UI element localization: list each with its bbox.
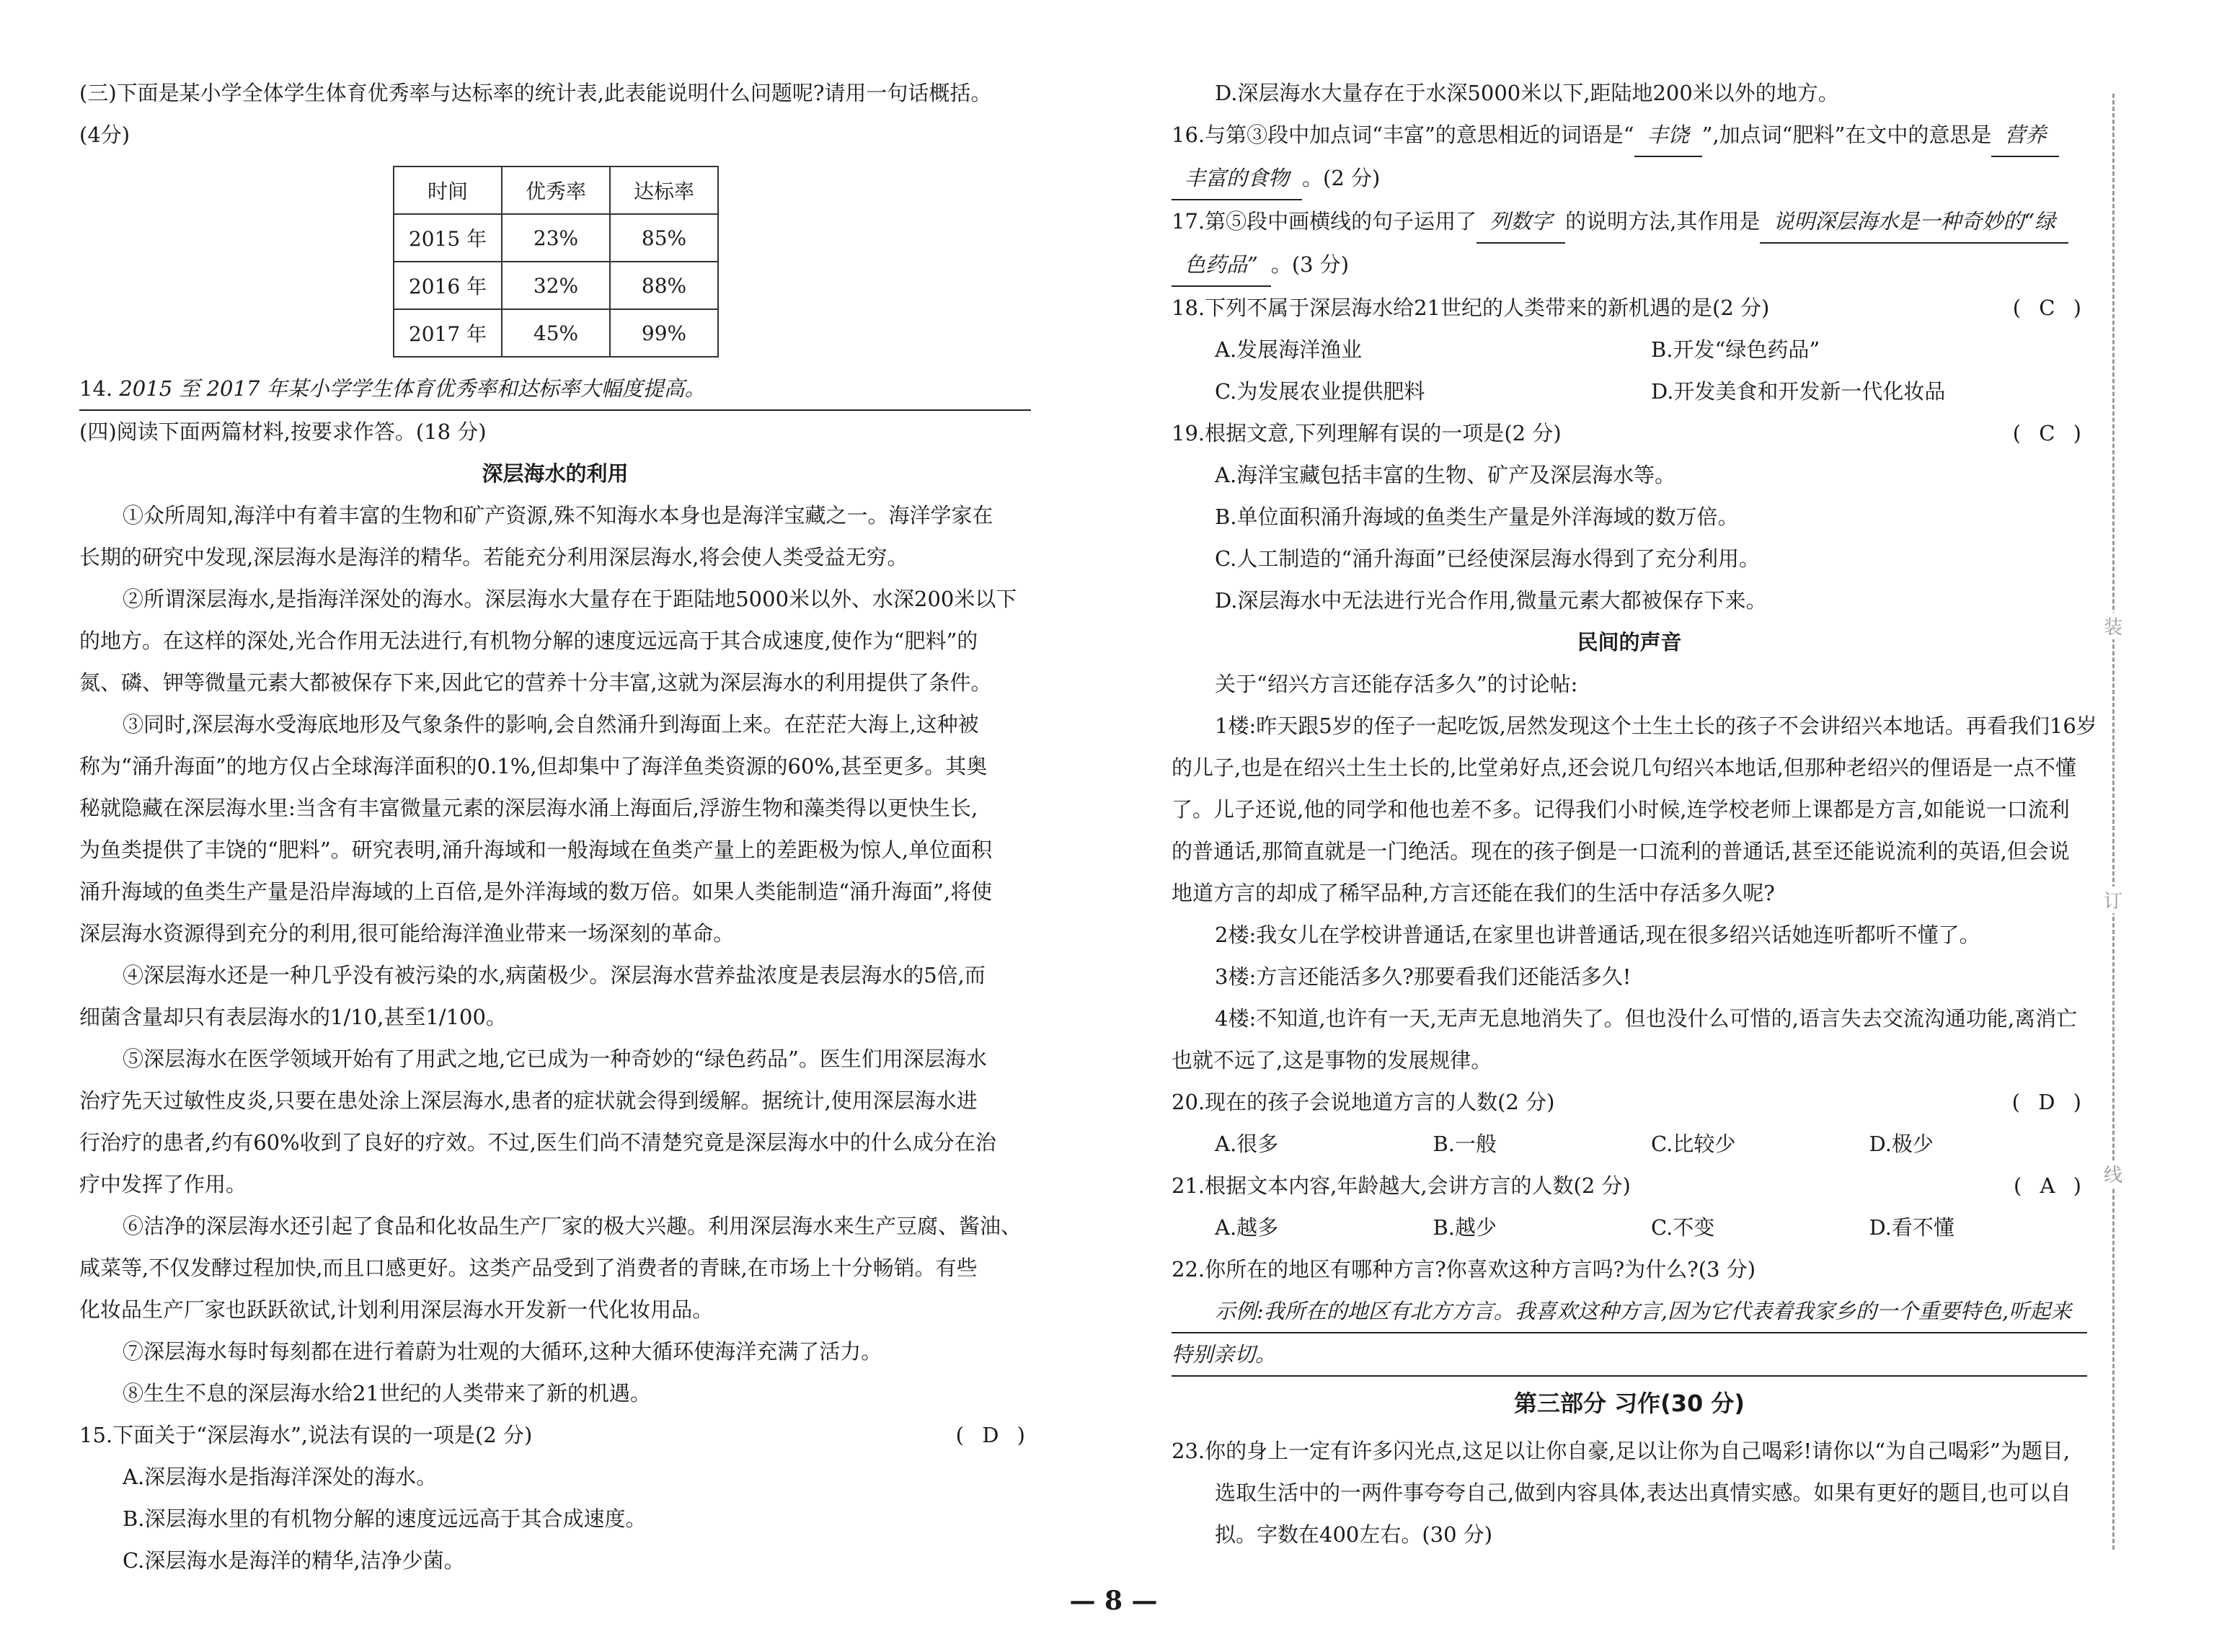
article2-line: 了。儿子还说,他的同学和他也差不多。记得我们小时候,连学校老师上课都是方言,如能说一口流利 bbox=[1172, 797, 2070, 822]
q22-answer-line: 特别亲切。 bbox=[1172, 1333, 2087, 1377]
q16-points: 。(2 分) bbox=[1302, 166, 1381, 190]
q15-option: C.深层海水是海洋的精华,洁净少菌。 bbox=[123, 1548, 465, 1573]
table-cell: 32% bbox=[502, 262, 610, 309]
q19-option: C.人工制造的“涌升海面”已经使深层海水得到了充分利用。 bbox=[1215, 546, 1761, 571]
article1-line: 氮、磷、钾等微量元素大都被保存下来,因此它的营养十分丰富,这就为深层海水的利用提供了条件。 bbox=[79, 670, 992, 695]
q20-option: B.一般 bbox=[1433, 1132, 1497, 1156]
table-row bbox=[394, 262, 718, 309]
table-cell: 2017 年 bbox=[394, 309, 502, 357]
q18-option: B.开发“绿色药品” bbox=[1651, 337, 1820, 362]
article1-line: 疗中发挥了作用。 bbox=[79, 1172, 247, 1196]
q19-option: B.单位面积涌升海域的鱼类生产量是外洋海域的数万倍。 bbox=[1215, 505, 1739, 529]
q20-option: A.很多 bbox=[1215, 1132, 1279, 1156]
q15-option: B.深层海水里的有机物分解的速度远远高于其合成速度。 bbox=[123, 1506, 647, 1531]
q19-option: D.深层海水中无法进行光合作用,微量元素大都被保存下来。 bbox=[1215, 588, 1767, 613]
q18-options-row bbox=[1172, 370, 2087, 412]
left-column bbox=[79, 72, 1031, 1581]
q17-text: 17.第⑤段中画横线的句子运用了 bbox=[1172, 209, 1477, 234]
q19-question bbox=[1172, 412, 2087, 454]
q17-blank-1: 列数字 bbox=[1476, 200, 1565, 244]
q18-option: D.开发美食和开发新一代化妆品 bbox=[1651, 379, 1946, 404]
article1-line: 的地方。在这样的深处,光合作用无法进行,有机物分解的速度远远高于其合成速度,使作为“肥料”的 bbox=[79, 629, 978, 653]
article1-line: 化妆品生产厂家也跃跃欲试,计划利用深层海水开发新一代化妆用品。 bbox=[79, 1297, 714, 1322]
article1-line: ⑦深层海水每时每刻都在进行着蔚为壮观的大循环,这种大循环使海洋充满了活力。 bbox=[123, 1339, 882, 1364]
q17-points: 。(3 分) bbox=[1270, 252, 1350, 277]
q20-options-row bbox=[1172, 1123, 2087, 1165]
q14-answer-line bbox=[79, 368, 1031, 411]
article1-line: 咸菜等,不仅发酵过程加快,而且口感更好。这类产品受到了消费者的青睐,在市场上十分畅销。有些 bbox=[79, 1256, 978, 1280]
q21-stem: 21.根据文本内容,年龄越大,会讲方言的人数(2 分) bbox=[1172, 1173, 1631, 1198]
q16-blank-2b: 丰富的食物 bbox=[1172, 157, 1302, 200]
table-header: 优秀率 bbox=[502, 166, 610, 214]
part3-title: 第三部分 习作(30 分) bbox=[1513, 1390, 1745, 1417]
q21-question bbox=[1172, 1165, 2087, 1207]
q13-title: (三)下面是某小学全体学生体育优秀率与达标率的统计表,此表能说明什么问题呢?请用一句话概括。 bbox=[79, 81, 992, 105]
article1-line: ⑤深层海水在医学领域开始有了用武之地,它已成为一种奇妙的“绿色药品”。医生们用深层海水 bbox=[123, 1047, 987, 1071]
q18-option: C.为发展农业提供肥料 bbox=[1215, 379, 1425, 404]
q23-line: 23.你的身上一定有许多闪光点,这足以让你自豪,足以让你为自己喝彩!请你以“为自己喝彩”为题目, bbox=[1172, 1439, 2071, 1463]
q23-line: 拟。字数在400左右。(30 分) bbox=[1215, 1522, 1493, 1547]
q17-line2 bbox=[1172, 244, 2087, 287]
binding-fold-line bbox=[2112, 94, 2115, 1550]
article1-line: 治疗先天过敏性皮炎,只要在患处涂上深层海水,患者的症状就会得到缓解。据统计,使用深层海水进 bbox=[79, 1088, 978, 1113]
q16-blank-2a: 营养 bbox=[1991, 114, 2059, 157]
table-cell: 85% bbox=[610, 214, 718, 262]
article1-line: 长期的研究中发现,深层海水是海洋的精华。若能充分利用深层海水,将会使人类受益无穷。 bbox=[79, 545, 908, 569]
q17-text: 的说明方法,其作用是 bbox=[1565, 209, 1761, 234]
article2-line: 3楼:方言还能活多久?那要看我们还能活多久! bbox=[1215, 964, 1631, 989]
table-row bbox=[394, 309, 718, 357]
q22-answer-line: 示例:我所在的地区有北方方言。我喜欢这种方言,因为它代表着我家乡的一个重要特色,听起来 bbox=[1172, 1290, 2087, 1333]
q18-stem: 18.下列不属于深层海水给21世纪的人类带来的新机遇的是(2 分) bbox=[1172, 296, 1770, 320]
article1-line: ⑥洁净的深层海水还引起了食品和化妆品生产厂家的极大兴趣。利用深层海水来生产豆腐、酱油、 bbox=[123, 1214, 1022, 1238]
article1-title: 深层海水的利用 bbox=[482, 461, 629, 486]
q19-option: A.海洋宝藏包括丰富的生物、矿产及深层海水等。 bbox=[1215, 463, 1676, 487]
q13-points: (4分) bbox=[79, 123, 130, 147]
q20-stem: 20.现在的孩子会说地道方言的人数(2 分) bbox=[1172, 1090, 1555, 1114]
article1-line: 细菌含量却只有表层海水的1/10,甚至1/100。 bbox=[79, 1005, 507, 1029]
q21-option: A.越多 bbox=[1215, 1215, 1279, 1240]
article1-line: ①众所周知,海洋中有着丰富的生物和矿产资源,殊不知海水本身也是海洋宝藏之一。海洋学家在 bbox=[123, 503, 993, 528]
q15-option-d: D.深层海水大量存在于水深5000米以下,距陆地200米以外的地方。 bbox=[1215, 81, 1839, 105]
q16-text: 16.与第③段中加点词“丰富”的意思相近的词语是“ bbox=[1172, 123, 1634, 147]
article1-line: 深层海水资源得到充分的利用,很可能给海洋渔业带来一场深刻的革命。 bbox=[79, 921, 735, 946]
q15-question bbox=[79, 1414, 1031, 1456]
binding-mark: 订 bbox=[2094, 887, 2133, 913]
q22-question: 22.你所在的地区有哪种方言?你喜欢这种方言吗?为什么?(3 分) bbox=[1172, 1257, 1756, 1282]
q20-answer: ( D ) bbox=[2011, 1090, 2087, 1114]
q21-option: D.看不懂 bbox=[1869, 1215, 1954, 1240]
article1-line: ③同时,深层海水受海底地形及气象条件的影响,会自然涌升到海面上来。在茫茫大海上,这种被 bbox=[123, 712, 979, 737]
table-header-row bbox=[394, 166, 718, 214]
q19-stem: 19.根据文意,下列理解有误的一项是(2 分) bbox=[1172, 421, 1562, 445]
table-cell: 23% bbox=[502, 214, 610, 262]
binding-mark: 线 bbox=[2094, 1160, 2133, 1187]
q18-option: A.发展海洋渔业 bbox=[1215, 337, 1363, 362]
q21-answer: ( A ) bbox=[2013, 1173, 2087, 1198]
article1-line: ④深层海水还是一种几乎没有被污染的水,病菌极少。深层海水营养盐浓度是表层海水的5倍,而 bbox=[123, 963, 986, 987]
table-cell: 2016 年 bbox=[394, 262, 502, 309]
article1-line: ②所谓深层海水,是指海洋深处的海水。深层海水大量存在于距陆地5000米以外、水深200米以下 bbox=[123, 587, 1017, 611]
q17-blank-2a: 说明深层海水是一种奇妙的“绿 bbox=[1760, 200, 2068, 244]
article2-line: 的普通话,那简直就是一门绝活。现在的孩子倒是一口流利的普通话,甚至还能说流利的英语,但会说 bbox=[1172, 839, 2070, 863]
article2-line: 4楼:不知道,也许有一天,无声无息地消失了。但也没什么可惜的,语言失去交流沟通功能,离消亡 bbox=[1215, 1006, 2078, 1031]
article2-line: 2楼:我女儿在学校讲普通话,在家里也讲普通话,现在很多绍兴话她连听都听不懂了。 bbox=[1215, 923, 1980, 947]
q14-answer: 2015 至 2017 年某小学学生体育优秀率和达标率大幅度提高。 bbox=[119, 376, 706, 401]
table-cell: 2015 年 bbox=[394, 214, 502, 262]
q16-line1 bbox=[1172, 114, 2087, 157]
q21-options-row bbox=[1172, 1207, 2087, 1248]
q15-stem: 15.下面关于“深层海水”,说法有误的一项是(2 分) bbox=[79, 1423, 533, 1447]
article2-line: 1楼:昨天跟5岁的侄子一起吃饭,居然发现这个土生土长的孩子不会讲绍兴本地话。再看我们16岁 bbox=[1215, 714, 2097, 738]
table-row bbox=[394, 214, 718, 262]
q20-question bbox=[1172, 1081, 2087, 1123]
q17-line1 bbox=[1172, 200, 2087, 244]
table-cell: 45% bbox=[502, 309, 610, 357]
article2-line: 也就不远了,这是事物的发展规律。 bbox=[1172, 1048, 1492, 1073]
q15-option: A.深层海水是指海洋深处的海水。 bbox=[123, 1465, 438, 1489]
q14-number: 14. bbox=[79, 376, 113, 401]
q21-option: B.越少 bbox=[1433, 1215, 1497, 1240]
q18-answer: ( C ) bbox=[2012, 296, 2087, 320]
article1-line: ⑧生生不息的深层海水给21世纪的人类带来了新的机遇。 bbox=[123, 1381, 651, 1405]
article2-line: 关于“绍兴方言还能存活多久”的讨论帖: bbox=[1215, 672, 1578, 696]
table-cell: 99% bbox=[610, 309, 718, 357]
q16-blank-1: 丰饶 bbox=[1634, 114, 1702, 157]
article2-line: 的儿子,也是在绍兴土生土长的,比堂弟好点,还会说几句绍兴本地话,但那种老绍兴的俚语是一点不懂 bbox=[1172, 755, 2076, 780]
article1-line: 为鱼类提供了丰饶的“肥料”。研究表明,涌升海域和一般海域在鱼类产量上的差距极为惊人,单位面积 bbox=[79, 838, 993, 862]
table-header: 达标率 bbox=[610, 166, 718, 214]
q15-answer: ( D ) bbox=[955, 1423, 1031, 1447]
q23-line: 选取生活中的一两件事夸夸自己,做到内容具体,表达出真情实感。如果有更好的题目,也可以自 bbox=[1215, 1480, 2071, 1505]
q19-answer: ( C ) bbox=[2012, 421, 2087, 445]
q18-options-row bbox=[1172, 329, 2087, 370]
article1-line: 秘就隐藏在深层海水里:当含有丰富微量元素的深层海水涌上海面后,浮游生物和藻类得以更快生长, bbox=[79, 796, 978, 820]
article2-title: 民间的声音 bbox=[1577, 630, 1682, 654]
article1-line: 涌升海域的鱼类生产量是沿岸海域的上百倍,是外洋海域的数万倍。如果人类能制造“涌升海面”,将使 bbox=[79, 879, 993, 904]
article2-line: 地道方言的却成了稀罕品种,方言还能在我们的生活中存活多久呢? bbox=[1172, 881, 1775, 905]
q18-question bbox=[1172, 287, 2087, 329]
q16-text: ”,加点词“肥料”在文中的意思是 bbox=[1701, 123, 1992, 147]
section4-title: (四)阅读下面两篇材料,按要求作答。(18 分) bbox=[79, 419, 487, 444]
table-header: 时间 bbox=[394, 166, 502, 214]
page-number: — 8 — bbox=[1069, 1586, 1158, 1616]
stats-table bbox=[393, 166, 719, 358]
q17-blank-2b: 色药品” bbox=[1172, 244, 1271, 287]
article1-line: 行治疗的患者,约有60%收到了良好的疗效。不过,医生们尚不清楚究竟是深层海水中的什么成分在治 bbox=[79, 1130, 996, 1155]
right-column bbox=[1172, 72, 2097, 1555]
q20-option: C.比较少 bbox=[1651, 1132, 1736, 1156]
q21-option: C.不变 bbox=[1651, 1215, 1715, 1240]
binding-mark: 装 bbox=[2094, 613, 2133, 639]
q20-option: D.极少 bbox=[1869, 1132, 1934, 1156]
table-cell: 88% bbox=[610, 262, 718, 309]
article1-line: 称为“涌升海面”的地方仅占全球海洋面积的0.1%,但却集中了海洋鱼类资源的60%,甚至更多。其奥 bbox=[79, 754, 988, 778]
q16-line2 bbox=[1172, 157, 2087, 200]
